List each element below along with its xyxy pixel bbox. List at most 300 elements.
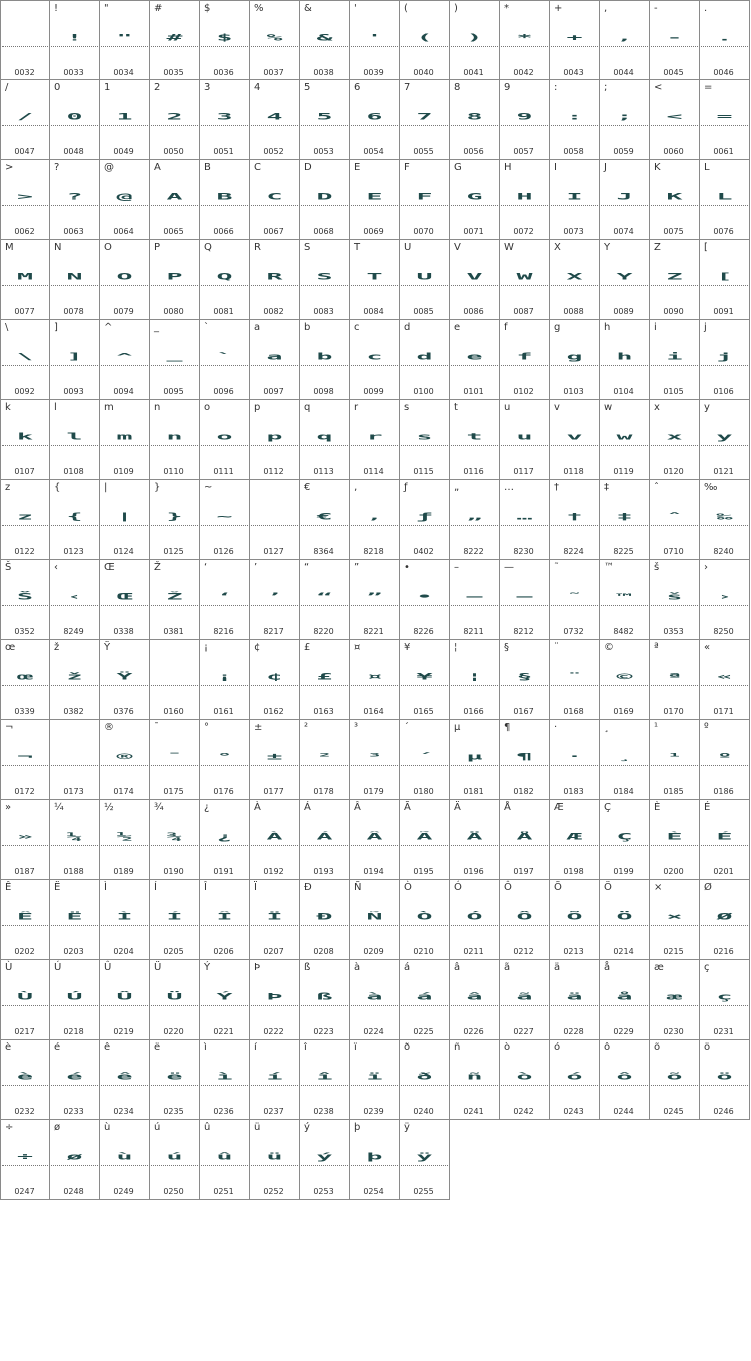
baseline-guide	[601, 46, 648, 47]
baseline-guide	[701, 125, 748, 126]
glyph-code: 0101	[463, 387, 484, 396]
baseline-guide	[651, 605, 698, 606]
glyph-sample: /	[16, 112, 34, 122]
glyph-code: 0174	[113, 787, 134, 796]
glyph-code: 0100	[413, 387, 434, 396]
glyph-char-label: `	[204, 322, 209, 333]
glyph-sample: Y	[616, 272, 633, 282]
glyph-code: 0195	[413, 867, 434, 876]
baseline-guide	[2, 1165, 48, 1166]
glyph-char-label: â	[454, 962, 461, 973]
glyph-cell	[350, 1120, 400, 1200]
glyph-cell	[100, 640, 150, 720]
glyph-sample: N	[66, 272, 83, 282]
glyph-code: 0078	[63, 307, 84, 316]
baseline-guide	[151, 205, 198, 206]
glyph-cell	[150, 80, 200, 160]
baseline-guide	[51, 845, 98, 846]
glyph-code: 8225	[613, 547, 634, 556]
baseline-guide	[51, 765, 98, 766]
glyph-cell	[400, 80, 450, 160]
glyph-cell	[50, 560, 100, 640]
baseline-guide	[601, 365, 648, 366]
glyph-char-label: y	[704, 402, 710, 413]
glyph-cell	[550, 800, 600, 880]
glyph-code: 0105	[663, 387, 684, 396]
baseline-guide	[651, 925, 698, 926]
baseline-guide	[201, 1165, 248, 1166]
baseline-guide	[251, 605, 298, 606]
glyph-sample: ª	[666, 672, 683, 682]
glyph-cell	[50, 240, 100, 320]
glyph-char-label: x	[654, 402, 660, 413]
baseline-guide	[651, 845, 698, 846]
glyph-cell	[400, 320, 450, 400]
glyph-cell	[650, 880, 700, 960]
baseline-guide	[401, 125, 448, 126]
glyph-code: 0221	[213, 1027, 234, 1036]
glyph-sample: +	[566, 33, 583, 43]
glyph-code: 0060	[663, 147, 684, 156]
glyph-code: 0116	[463, 467, 484, 476]
glyph-char-label: ‘	[204, 562, 208, 573]
glyph-cell	[600, 640, 650, 720]
glyph-cell	[50, 320, 100, 400]
glyph-sample: ¼	[66, 832, 83, 842]
glyph-char-label: ‚	[354, 482, 358, 493]
baseline-guide	[251, 1165, 298, 1166]
glyph-sample: s	[416, 432, 433, 442]
baseline-guide	[501, 685, 548, 686]
glyph-sample: Ó	[466, 912, 483, 922]
glyph-sample: È	[666, 832, 683, 842]
glyph-cell	[250, 960, 300, 1040]
glyph-sample: £	[316, 672, 333, 682]
glyph-char-label: °	[204, 722, 209, 733]
glyph-cell	[500, 640, 550, 720]
glyph-code: 0220	[163, 1027, 184, 1036]
glyph-cell	[100, 800, 150, 880]
baseline-guide	[151, 46, 198, 47]
baseline-guide	[401, 605, 448, 606]
glyph-code: 0079	[113, 307, 134, 316]
baseline-guide	[701, 685, 748, 686]
baseline-guide	[101, 765, 148, 766]
glyph-char-label: Ë	[54, 882, 61, 893]
glyph-cell	[150, 800, 200, 880]
baseline-guide	[351, 1085, 398, 1086]
baseline-guide	[251, 205, 298, 206]
glyph-cell	[300, 240, 350, 320]
baseline-guide	[101, 285, 148, 286]
glyph-char-label: 0	[54, 82, 61, 93]
glyph-char-label: }	[154, 482, 161, 493]
glyph-sample: ¹	[666, 752, 683, 762]
glyph-cell	[100, 400, 150, 480]
glyph-sample: ý	[316, 1152, 333, 1162]
glyph-sample: >	[16, 192, 34, 202]
baseline-guide	[251, 285, 298, 286]
glyph-sample: è	[16, 1072, 34, 1082]
glyph-sample: <	[666, 112, 683, 122]
glyph-cell	[650, 400, 700, 480]
glyph-cell	[500, 320, 550, 400]
glyph-cell	[350, 400, 400, 480]
glyph-cell	[550, 960, 600, 1040]
glyph-code: 0083	[313, 307, 334, 316]
glyph-char-label: €	[304, 482, 311, 493]
glyph-char-label: E	[354, 162, 361, 173]
glyph-code: 0210	[413, 947, 434, 956]
glyph-sample: ò	[516, 1072, 533, 1082]
glyph-char-label: \	[5, 322, 9, 333]
glyph-code: 8212	[513, 627, 534, 636]
glyph-sample: D	[316, 192, 333, 202]
glyph-char-label: Y	[604, 242, 611, 253]
baseline-guide	[201, 845, 248, 846]
glyph-cell	[550, 240, 600, 320]
glyph-char-label: ù	[104, 1122, 111, 1133]
glyph-sample: 0	[66, 112, 83, 122]
glyph-char-label: G	[454, 162, 462, 173]
baseline-guide	[551, 845, 598, 846]
glyph-code: 0109	[113, 467, 134, 476]
glyph-code: 0216	[713, 947, 734, 956]
glyph-char-label: d	[404, 322, 411, 333]
glyph-sample: P	[166, 272, 183, 282]
glyph-cell	[500, 960, 550, 1040]
glyph-sample: ¦	[466, 672, 483, 682]
glyph-sample: ˆ	[666, 512, 683, 522]
glyph-char-label: i	[654, 322, 657, 333]
glyph-sample: Â	[366, 832, 383, 842]
glyph-cell	[200, 880, 250, 960]
glyph-char-label: v	[554, 402, 560, 413]
glyph-sample: q	[316, 432, 333, 442]
glyph-sample: š	[666, 592, 683, 602]
glyph-char-label: [	[704, 242, 708, 253]
glyph-char-label: !	[54, 3, 59, 14]
baseline-guide	[2, 365, 48, 366]
glyph-char-label: ¡	[204, 642, 209, 653]
baseline-guide	[2, 685, 48, 686]
glyph-code: 8217	[263, 627, 284, 636]
glyph-sample: ê	[116, 1072, 133, 1082]
glyph-cell	[650, 160, 700, 240]
glyph-cell	[500, 0, 550, 80]
glyph-sample: &	[316, 33, 333, 43]
glyph-char-label: Ï	[254, 882, 257, 893]
glyph-code: 0170	[663, 707, 684, 716]
baseline-guide	[201, 365, 248, 366]
baseline-guide	[451, 605, 498, 606]
glyph-sample: M	[16, 272, 34, 282]
glyph-code: 0199	[613, 867, 634, 876]
baseline-guide	[51, 605, 98, 606]
glyph-char-label: ó	[554, 1042, 561, 1053]
glyph-cell	[0, 960, 50, 1040]
glyph-char-label: <	[654, 82, 663, 93]
glyph-cell	[100, 720, 150, 800]
glyph-sample: C	[266, 192, 283, 202]
glyph-cell	[700, 480, 750, 560]
glyph-char-label: ›	[704, 562, 708, 573]
glyph-char-label: Ÿ	[104, 642, 111, 653]
glyph-cell	[200, 800, 250, 880]
glyph-cell	[400, 640, 450, 720]
glyph-char-label: ú	[154, 1122, 161, 1133]
baseline-guide	[301, 365, 348, 366]
baseline-guide	[351, 1165, 398, 1166]
glyph-cell	[200, 1120, 250, 1200]
glyph-cell	[100, 960, 150, 1040]
glyph-sample: "	[116, 33, 133, 43]
glyph-sample: ~	[216, 512, 233, 522]
glyph-sample: m	[116, 432, 133, 442]
baseline-guide	[501, 285, 548, 286]
baseline-guide	[101, 685, 148, 686]
glyph-code: 0059	[613, 147, 634, 156]
glyph-cell	[50, 640, 100, 720]
baseline-guide	[551, 1005, 598, 1006]
glyph-cell	[0, 480, 50, 560]
glyph-cell	[600, 800, 650, 880]
glyph-char-label: ×	[654, 882, 663, 893]
baseline-guide	[351, 46, 398, 47]
glyph-cell	[250, 1040, 300, 1120]
baseline-guide	[701, 525, 748, 526]
glyph-sample: “	[316, 592, 333, 602]
glyph-cell	[350, 480, 400, 560]
baseline-guide	[101, 365, 148, 366]
glyph-cell	[600, 0, 650, 80]
glyph-sample: «	[716, 672, 733, 682]
glyph-cell	[50, 480, 100, 560]
glyph-cell	[300, 720, 350, 800]
glyph-char-label: V	[454, 242, 461, 253]
glyph-sample: Ÿ	[116, 672, 133, 682]
glyph-cell	[450, 400, 500, 480]
glyph-char-label: &	[304, 3, 312, 14]
baseline-guide	[401, 765, 448, 766]
glyph-char-label: À	[254, 802, 261, 813]
baseline-guide	[501, 46, 548, 47]
glyph-cell	[250, 0, 300, 80]
glyph-code: 0191	[213, 867, 234, 876]
glyph-sample: ©	[616, 672, 633, 682]
glyph-char-label: “	[304, 562, 310, 573]
glyph-char-label: ä	[554, 962, 561, 973]
glyph-sample: ð	[416, 1072, 433, 1082]
glyph-code: 0229	[613, 1027, 634, 1036]
glyph-code: 0189	[113, 867, 134, 876]
glyph-cell	[300, 160, 350, 240]
glyph-char-label: P	[154, 242, 161, 253]
glyph-sample: ¾	[166, 832, 183, 842]
glyph-sample: i	[666, 352, 683, 362]
glyph-sample: ’	[266, 592, 283, 602]
baseline-guide	[2, 285, 48, 286]
glyph-code: 0204	[113, 947, 134, 956]
baseline-guide	[551, 685, 598, 686]
baseline-guide	[201, 125, 248, 126]
baseline-guide	[2, 845, 48, 846]
glyph-code: 0172	[14, 787, 35, 796]
glyph-sample: J	[616, 192, 633, 202]
glyph-char-label: %	[254, 3, 264, 14]
glyph-code: 0087	[513, 307, 534, 316]
baseline-guide	[451, 46, 498, 47]
glyph-char-label: Ç	[604, 802, 611, 813]
glyph-sample: G	[466, 192, 483, 202]
baseline-guide	[551, 365, 598, 366]
glyph-sample: ü	[266, 1152, 283, 1162]
glyph-char-label: Ú	[54, 962, 62, 973]
baseline-guide	[351, 765, 398, 766]
glyph-char-label: »	[5, 802, 12, 813]
glyph-sample: ó	[566, 1072, 583, 1082]
glyph-char-label: †	[554, 482, 559, 493]
glyph-code: 0233	[63, 1107, 84, 1116]
glyph-cell	[0, 1040, 50, 1120]
glyph-char-label: Z	[654, 242, 661, 253]
glyph-sample: 1	[116, 112, 133, 122]
glyph-cell	[550, 0, 600, 80]
glyph-code: 0206	[213, 947, 234, 956]
baseline-guide	[251, 525, 298, 526]
glyph-sample: î	[316, 1072, 333, 1082]
baseline-guide	[251, 685, 298, 686]
glyph-cell	[200, 80, 250, 160]
baseline-guide	[151, 605, 198, 606]
baseline-guide	[51, 285, 98, 286]
glyph-code: 0037	[263, 68, 284, 77]
glyph-code: 0197	[513, 867, 534, 876]
glyph-cell	[100, 1120, 150, 1200]
glyph-cell	[550, 880, 600, 960]
glyph-code: 0243	[563, 1107, 584, 1116]
glyph-cell	[250, 320, 300, 400]
glyph-char-label: õ	[654, 1042, 661, 1053]
glyph-code: 0107	[14, 467, 35, 476]
glyph-cell	[650, 1040, 700, 1120]
glyph-char-label: B	[204, 162, 211, 173]
baseline-guide	[501, 765, 548, 766]
baseline-guide	[701, 925, 748, 926]
glyph-code: 0352	[14, 627, 35, 636]
glyph-char-label: ¢	[254, 642, 261, 653]
glyph-cell	[100, 880, 150, 960]
glyph-cell	[450, 240, 500, 320]
glyph-code: 0163	[313, 707, 334, 716]
glyph-sample: ¯	[166, 752, 183, 762]
glyph-char-label: :	[554, 82, 558, 93]
glyph-char-label: h	[604, 322, 611, 333]
glyph-char-label: £	[304, 642, 311, 653]
glyph-code: 0226	[463, 1027, 484, 1036]
baseline-guide	[651, 285, 698, 286]
glyph-code: 0209	[363, 947, 384, 956]
glyph-cell	[100, 1040, 150, 1120]
glyph-code: 0230	[663, 1027, 684, 1036]
glyph-sample: F	[416, 192, 433, 202]
glyph-code: 0093	[63, 387, 84, 396]
glyph-code: 0239	[363, 1107, 384, 1116]
glyph-sample: ¬	[16, 752, 34, 762]
glyph-code: 8250	[713, 627, 734, 636]
glyph-code: 0123	[63, 547, 84, 556]
glyph-sample: €	[316, 512, 333, 522]
glyph-char-label: ê	[104, 1042, 111, 1053]
glyph-code: 0185	[663, 787, 684, 796]
glyph-sample: µ	[466, 752, 483, 762]
glyph-char-label: Ô	[504, 882, 512, 893]
baseline-guide	[451, 125, 498, 126]
glyph-sample: R	[266, 272, 283, 282]
glyph-cell	[600, 400, 650, 480]
glyph-sample: ž	[66, 672, 83, 682]
glyph-char-label: e	[454, 322, 461, 333]
glyph-cell	[200, 320, 250, 400]
glyph-cell	[350, 560, 400, 640]
glyph-char-label: ¿	[204, 802, 210, 813]
glyph-sample: Õ	[566, 912, 583, 922]
glyph-cell	[450, 880, 500, 960]
glyph-char-label: S	[304, 242, 311, 253]
glyph-sample: v	[566, 432, 583, 442]
glyph-code: 0217	[14, 1027, 35, 1036]
glyph-char-label: Ý	[204, 962, 211, 973]
baseline-guide	[401, 1005, 448, 1006]
glyph-code: 0235	[163, 1107, 184, 1116]
baseline-guide	[701, 1085, 748, 1086]
baseline-guide	[451, 285, 498, 286]
glyph-char-label: 5	[304, 82, 311, 93]
glyph-cell	[150, 400, 200, 480]
glyph-sample: ú	[166, 1152, 183, 1162]
glyph-code: 0114	[363, 467, 384, 476]
glyph-char-label: 9	[504, 82, 511, 93]
glyph-cell	[150, 560, 200, 640]
glyph-sample: À	[266, 832, 283, 842]
baseline-guide	[451, 445, 498, 446]
glyph-sample: Þ	[266, 992, 283, 1002]
glyph-code: 8222	[463, 547, 484, 556]
glyph-cell	[250, 1120, 300, 1200]
glyph-char-label: )	[454, 3, 458, 14]
baseline-guide	[551, 285, 598, 286]
glyph-sample: ×	[666, 912, 683, 922]
baseline-guide	[151, 365, 198, 366]
baseline-guide	[501, 365, 548, 366]
baseline-guide	[501, 125, 548, 126]
glyph-cell	[300, 880, 350, 960]
glyph-code: 0200	[663, 867, 684, 876]
glyph-code: 0065	[163, 227, 184, 236]
glyph-sample: ¥	[416, 672, 433, 682]
glyph-char-label: í	[254, 1042, 257, 1053]
glyph-code: 0040	[413, 68, 434, 77]
glyph-code: 0242	[513, 1107, 534, 1116]
glyph-char-label: O	[104, 242, 112, 253]
baseline-guide	[51, 1085, 98, 1086]
glyph-code: 0160	[163, 707, 184, 716]
glyph-sample: 7	[416, 112, 433, 122]
glyph-char-label: 6	[354, 82, 361, 93]
glyph-cell	[0, 560, 50, 640]
glyph-cell	[300, 0, 350, 80]
glyph-sample: @	[116, 192, 133, 202]
